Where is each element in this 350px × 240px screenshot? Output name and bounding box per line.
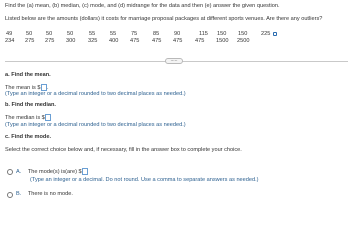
data-value: 475 <box>173 38 183 44</box>
median-prompt: The median is $ <box>5 115 45 121</box>
data-value: 85 <box>153 31 160 37</box>
data-value: 150 <box>217 31 227 37</box>
option-b-text: There is no mode. <box>27 191 73 197</box>
data-value: 115 <box>199 31 208 37</box>
data-value: 50 <box>26 31 33 37</box>
option-a-text: The mode(s) is(are) $ <box>27 169 82 175</box>
data-value: 475 <box>152 38 162 44</box>
mode-option-b-radio[interactable] <box>7 192 13 198</box>
mode-answer-input[interactable] <box>82 168 88 175</box>
data-value: 475 <box>195 38 205 44</box>
data-value: 300 <box>66 38 76 44</box>
data-value: 275 <box>45 38 55 44</box>
mean-hint: (Type an integer or a decimal rounded to two decimal places as needed.) <box>5 91 186 97</box>
data-value: 50 <box>67 31 74 37</box>
data-value: 325 <box>88 38 98 44</box>
data-value: 475 <box>130 38 140 44</box>
data-value: 150 <box>238 31 248 37</box>
sentence-period: . <box>46 85 49 91</box>
copy-data-icon[interactable] <box>273 32 277 36</box>
option-b-letter: B. <box>16 191 22 197</box>
data-value: 49 <box>6 31 13 37</box>
data-value: 225 <box>261 31 271 37</box>
part-b-heading: b. Find the median. <box>5 102 56 108</box>
option-a-letter: A. <box>16 169 22 175</box>
median-answer-input[interactable] <box>45 114 51 121</box>
question-instructions: Find the (a) mean, (b) median, (c) mode, and (d) midrange for the data and then (e) answer the given question. <box>5 3 280 9</box>
data-value: 2500 <box>237 38 250 44</box>
median-hint: (Type an integer or a decimal rounded to two decimal places as needed.) <box>5 122 186 128</box>
data-value: 90 <box>174 31 181 37</box>
mode-option-b[interactable] <box>16 191 73 198</box>
mode-hint: (Type an integer or a decimal. Do not round. Use a comma to separate answers as needed.) <box>30 177 259 183</box>
data-value: 275 <box>25 38 35 44</box>
median-answer-line <box>5 114 51 122</box>
data-value: 400 <box>109 38 119 44</box>
data-value: 234 <box>5 38 15 44</box>
mode-option-a[interactable] <box>16 168 88 176</box>
data-value: 55 <box>110 31 117 37</box>
part-c-heading: c. Find the mode. <box>5 134 51 140</box>
expand-more-button[interactable]: ..... <box>165 58 183 64</box>
mode-option-a-radio[interactable] <box>7 169 13 175</box>
mean-prompt: The mean is $ <box>5 85 41 91</box>
data-value: 55 <box>89 31 96 37</box>
question-context: Listed below are the amounts (dollars) it costs for marriage proposal packages at different sports venues. Are there any outliers? <box>5 16 323 22</box>
part-a-heading: a. Find the mean. <box>5 72 51 78</box>
data-value: 50 <box>46 31 53 37</box>
data-value: 75 <box>131 31 138 37</box>
data-value: 1500 <box>216 38 229 44</box>
part-c-instruction: Select the correct choice below and, if necessary, fill in the answer box to complete your choice. <box>5 147 242 153</box>
